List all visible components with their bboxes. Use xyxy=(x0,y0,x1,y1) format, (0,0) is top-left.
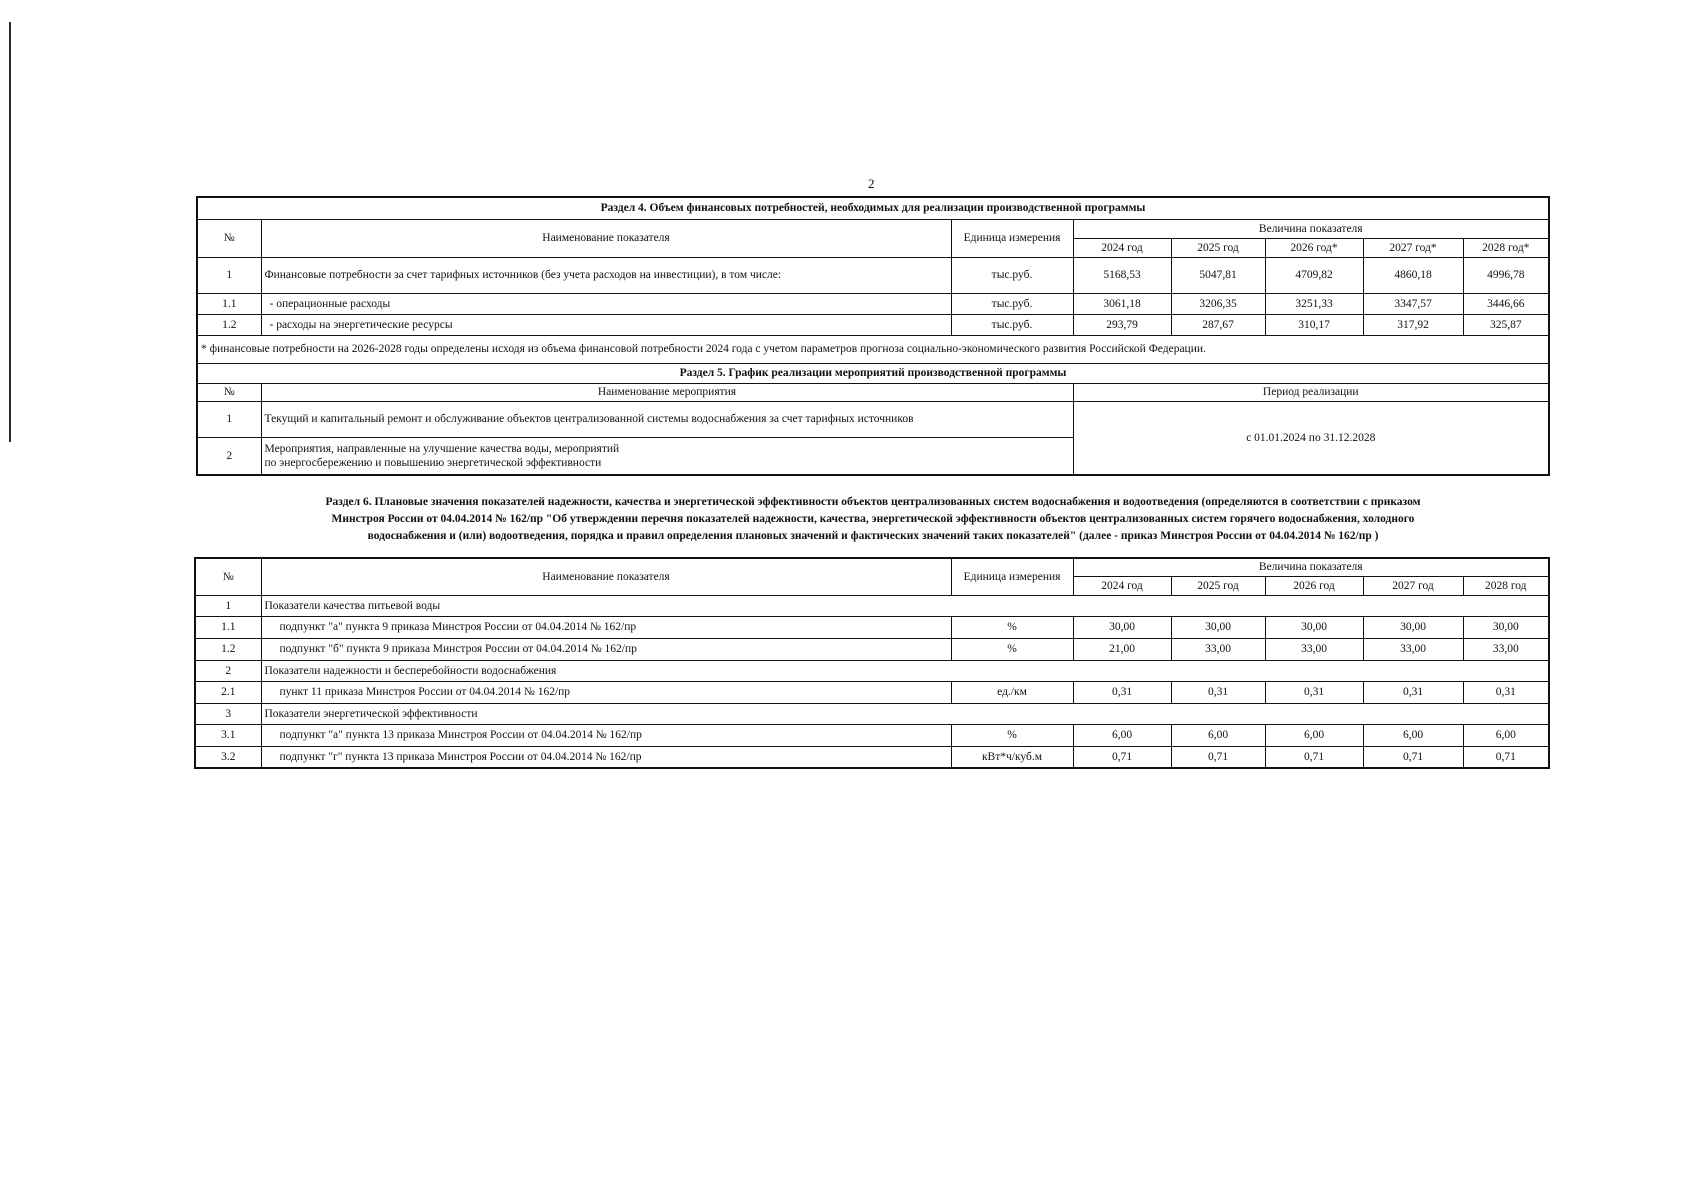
row-value: 287,67 xyxy=(1171,314,1265,335)
section5-col-num: № xyxy=(197,383,261,401)
row-name: подпункт "а" пункта 9 приказа Минстроя России от 04.04.2014 № 162/пр xyxy=(261,616,951,638)
section6-year: 2026 год xyxy=(1265,576,1363,595)
row-value: 4996,78 xyxy=(1463,257,1549,293)
section4-col-value: Величина показателя xyxy=(1073,219,1549,238)
section6-year: 2024 год xyxy=(1073,576,1171,595)
row-value: 6,00 xyxy=(1363,724,1463,746)
table-row xyxy=(197,401,1549,437)
row-value: 0,71 xyxy=(1265,746,1363,768)
row-value: 0,71 xyxy=(1363,746,1463,768)
row-name: подпункт "г" пункта 13 приказа Минстроя России от 04.04.2014 № 162/пр xyxy=(261,746,951,768)
row-value: 6,00 xyxy=(1265,724,1363,746)
group-name: Показатели энергетической эффективности xyxy=(261,703,1549,724)
row-value: 0,71 xyxy=(1171,746,1265,768)
row-value: 0,31 xyxy=(1463,681,1549,703)
row-value: 33,00 xyxy=(1463,638,1549,660)
section6-title-line: водоснабжения и (или) водоотведения, порядка и правил определения плановых значений и фактических значений таких показателей" (далее - приказ Минстроя России от 04.04.2014 № 162/пр ) xyxy=(367,530,1379,542)
row-value: 0,71 xyxy=(1073,746,1171,768)
row-value: 0,31 xyxy=(1171,681,1265,703)
row-value: 3061,18 xyxy=(1073,293,1171,314)
section4-title: Раздел 4. Объем финансовых потребностей, необходимых для реализации производственной программы xyxy=(197,197,1549,219)
row-name: Финансовые потребности за счет тарифных источников (без учета расходов на инвестиции), в том числе: xyxy=(261,257,951,293)
section6-year: 2027 год xyxy=(1363,576,1463,595)
row-value: 4709,82 xyxy=(1265,257,1363,293)
group-row xyxy=(195,660,1549,681)
table-row xyxy=(195,724,1549,746)
row-value: 30,00 xyxy=(1265,616,1363,638)
section6-year: 2025 год xyxy=(1171,576,1265,595)
group-number: 1 xyxy=(195,595,261,616)
row-value: 317,92 xyxy=(1363,314,1463,335)
section4-footnote: * финансовые потребности на 2026-2028 годы определены исходя из объема финансовой потребности 2024 года с учетом параметров прогноза социально-экономического развития Российской Федерации. xyxy=(197,335,1549,363)
row-number: 1.2 xyxy=(195,638,261,660)
row-value: 6,00 xyxy=(1171,724,1265,746)
row-unit: % xyxy=(951,616,1073,638)
row-number: 3.1 xyxy=(195,724,261,746)
table-row xyxy=(195,616,1549,638)
section5-col-name: Наименование мероприятия xyxy=(261,383,1073,401)
section6-title xyxy=(214,494,1532,545)
row-value: 6,00 xyxy=(1463,724,1549,746)
section5-title: Раздел 5. График реализации мероприятий производственной программы xyxy=(197,363,1549,383)
group-number: 2 xyxy=(195,660,261,681)
row-value: 30,00 xyxy=(1073,616,1171,638)
group-number: 3 xyxy=(195,703,261,724)
row-name-line: Мероприятия, направленные на улучшение качества воды, мероприятий xyxy=(264,442,620,455)
row-unit: тыс.руб. xyxy=(951,314,1073,335)
section4-year: 2025 год xyxy=(1171,238,1265,257)
row-value: 0,31 xyxy=(1265,681,1363,703)
row-value: 33,00 xyxy=(1265,638,1363,660)
row-value: 293,79 xyxy=(1073,314,1171,335)
section4-col-unit: Единица измерения xyxy=(951,219,1073,257)
row-number: 3.2 xyxy=(195,746,261,768)
section5-period: с 01.01.2024 по 31.12.2028 xyxy=(1073,401,1549,475)
row-name: - операционные расходы xyxy=(261,293,951,314)
row-name: - расходы на энергетические ресурсы xyxy=(261,314,951,335)
section6-col-value: Величина показателя xyxy=(1073,558,1549,576)
row-number: 2.1 xyxy=(195,681,261,703)
row-value: 6,00 xyxy=(1073,724,1171,746)
section4-year: 2027 год* xyxy=(1363,238,1463,257)
sections-4-5-table xyxy=(196,196,1550,476)
row-value: 33,00 xyxy=(1363,638,1463,660)
group-row xyxy=(195,703,1549,724)
row-number: 2 xyxy=(197,437,261,475)
row-value: 3446,66 xyxy=(1463,293,1549,314)
row-number: 1.2 xyxy=(197,314,261,335)
row-value: 0,31 xyxy=(1363,681,1463,703)
section6-col-unit: Единица измерения xyxy=(951,558,1073,595)
group-name: Показатели качества питьевой воды xyxy=(261,595,1549,616)
table-row xyxy=(195,746,1549,768)
row-value: 30,00 xyxy=(1363,616,1463,638)
row-value: 3206,35 xyxy=(1171,293,1265,314)
section4-year: 2024 год xyxy=(1073,238,1171,257)
section6-year: 2028 год xyxy=(1463,576,1549,595)
row-value: 325,87 xyxy=(1463,314,1549,335)
row-value: 21,00 xyxy=(1073,638,1171,660)
row-number: 1.1 xyxy=(197,293,261,314)
table-row xyxy=(197,293,1549,314)
row-name: подпункт "а" пункта 13 приказа Минстроя России от 04.04.2014 № 162/пр xyxy=(261,724,951,746)
table-row xyxy=(195,638,1549,660)
row-unit: тыс.руб. xyxy=(951,257,1073,293)
row-value: 5047,81 xyxy=(1171,257,1265,293)
section4-year: 2028 год* xyxy=(1463,238,1549,257)
row-value: 0,71 xyxy=(1463,746,1549,768)
section4-year: 2026 год* xyxy=(1265,238,1363,257)
row-value: 4860,18 xyxy=(1363,257,1463,293)
scan-edge-line xyxy=(9,22,11,442)
section4-col-name: Наименование показателя xyxy=(261,219,951,257)
group-row xyxy=(195,595,1549,616)
section6-title-line: Раздел 6. Плановые значения показателей надежности, качества и энергетической эффективности объектов централизованных систем водоснабжения и водоотведения (определяются в соответствии с приказом xyxy=(325,496,1421,508)
row-value: 3251,33 xyxy=(1265,293,1363,314)
row-value: 30,00 xyxy=(1171,616,1265,638)
row-number: 1.1 xyxy=(195,616,261,638)
row-value: 3347,57 xyxy=(1363,293,1463,314)
row-name xyxy=(261,437,1073,475)
row-name: пункт 11 приказа Минстроя России от 04.04.2014 № 162/пр xyxy=(261,681,951,703)
page-number: 2 xyxy=(868,176,875,191)
row-name-line: по энергосбережению и повышению энергетической эффективности xyxy=(264,456,602,469)
section6-col-name: Наименование показателя xyxy=(261,558,951,595)
section6-title-line: Минстроя России от 04.04.2014 № 162/пр "Об утверждении перечня показателей надежности, качества, энергетической эффективности объектов централизованных систем горячего водоснабжения, холодного xyxy=(331,513,1415,525)
row-unit: % xyxy=(951,724,1073,746)
table-row xyxy=(195,681,1549,703)
row-value: 33,00 xyxy=(1171,638,1265,660)
row-value: 0,31 xyxy=(1073,681,1171,703)
section6-table xyxy=(194,557,1550,769)
table-row xyxy=(197,314,1549,335)
row-unit: % xyxy=(951,638,1073,660)
section4-col-num: № xyxy=(197,219,261,257)
row-name: Текущий и капитальный ремонт и обслуживание объектов централизованной системы водоснабжения за счет тарифных источников xyxy=(261,401,1073,437)
group-name: Показатели надежности и бесперебойности водоснабжения xyxy=(261,660,1549,681)
table-row xyxy=(197,257,1549,293)
row-value: 30,00 xyxy=(1463,616,1549,638)
row-value: 310,17 xyxy=(1265,314,1363,335)
row-unit: кВт*ч/куб.м xyxy=(951,746,1073,768)
row-name: подпункт "б" пункта 9 приказа Минстроя России от 04.04.2014 № 162/пр xyxy=(261,638,951,660)
row-value: 5168,53 xyxy=(1073,257,1171,293)
row-number: 1 xyxy=(197,257,261,293)
row-number: 1 xyxy=(197,401,261,437)
section6-col-num: № xyxy=(195,558,261,595)
section5-col-period: Период реализации xyxy=(1073,383,1549,401)
row-unit: ед./км xyxy=(951,681,1073,703)
row-unit: тыс.руб. xyxy=(951,293,1073,314)
